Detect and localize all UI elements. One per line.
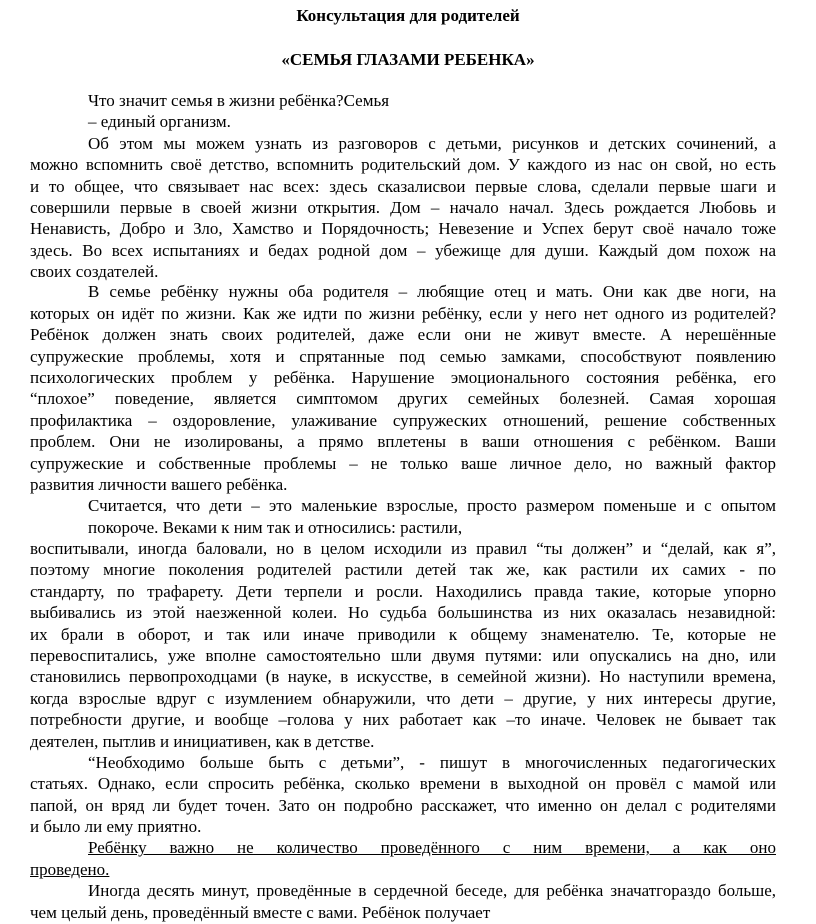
text-line: когда взрослые вдруг с изумлением обнаружили, что дети – другие, у них интересы другие, bbox=[30, 688, 776, 708]
text-line: статьях. Однако, если спросить ребёнка, сколько времени в выходной он провёл с мамой или bbox=[30, 774, 776, 794]
text-line: супружеские проблемы, хотя и спрятанные под семью замками, способствуют появлению bbox=[30, 346, 776, 366]
text-line: “плохое” поведение, является симптомом других семейных болезней. Самая хорошая bbox=[30, 389, 776, 409]
text-line: Ненависть, Добро и Зло, Хамство и Порядочность; Невезение и Успех берут своё начало тоже bbox=[30, 219, 776, 239]
text-line: психологических проблем у ребёнка. Нарушение эмоционального состояния ребёнка, его bbox=[30, 368, 776, 388]
text-line: стандарту, по трафарету. Дети терпели и росли. Находились правда такие, которые упорно bbox=[30, 581, 776, 601]
text-line: проведено. bbox=[30, 859, 110, 879]
text-line: можно вспомнить своё детство, вспомнить родительский дом. У каждого из нас он свой, но есть bbox=[30, 155, 776, 175]
text-line: – единый организм. bbox=[88, 112, 231, 132]
text-line: потребности другие, и вообще –голова у них работает как –то иначе. Человек не бывает так bbox=[30, 710, 776, 730]
text-line: которых он идёт по жизни. Как же идти по жизни ребёнку, если у него нет одного из родителей? bbox=[30, 303, 776, 323]
text-line: становились первопроходцами (в науке, в искусстве, в семейной жизни). Но наступили времена, bbox=[30, 667, 776, 687]
text-line: профилактика – оздоровление, улаживание супружеских отношений, решение собственных bbox=[30, 410, 776, 430]
document-title: Консультация для родителей bbox=[296, 6, 520, 25]
text-line: Считается, что дети – это маленькие взрослые, просто размером поменьше и с опытом bbox=[88, 496, 776, 516]
text-line: выбивались из этой наезженной колеи. Но судьба большинства из них оказалась незавидной: bbox=[30, 603, 776, 623]
text-line: чем целый день, проведённый вместе с вами. Ребёнок получает bbox=[30, 902, 491, 922]
text-line: воспитывали, иногда баловали, но в целом исходили из правил “ты должен” и “делай, как я”, bbox=[30, 539, 776, 559]
text-line: поэтому многие поколения родителей растили детей так же, как растили их самих - по bbox=[30, 560, 776, 580]
text-line: совершили первые в своей жизни открытия. Дом – начало начал. Здесь рождается Любовь и bbox=[30, 197, 776, 217]
text-line: их брали в оборот, и так или иначе приводили к общему знаменателю. Те, которые не bbox=[30, 624, 776, 644]
text-line: папой, он вряд ли будет точен. Зато он подробно расскажет, что именно он делал с родителями bbox=[30, 795, 776, 815]
text-line: Иногда десять минут, проведённые в сердечной беседе, для ребёнка значатгораздо больше, bbox=[88, 881, 776, 901]
text-line: здесь. Во всех испытаниях и бедах родной дом – убежище для души. Каждый дом похож на bbox=[30, 240, 776, 260]
text-line: Что значит семья в жизни ребёнка?Семья bbox=[88, 91, 390, 110]
text-line: Ребёнку важно не количество проведённого с ним времени, а как оно bbox=[88, 838, 776, 858]
text-line: и то общее, что связывает нас всех: здесь сказалисвои первые слова, сделали первые шаги и bbox=[30, 176, 776, 196]
text-line: В семье ребёнку нужны оба родителя – любящие отец и мать. Они как две ноги, на bbox=[88, 282, 776, 302]
text-line: развития личности вашего ребёнка. bbox=[30, 474, 288, 494]
text-line: и было ли ему приятно. bbox=[30, 817, 202, 837]
text-line: покороче. Веками к ним так и относились: растили, bbox=[88, 517, 463, 537]
text-line: супружеские и собственные проблемы – не только ваше личное дело, но важный фактор bbox=[30, 453, 776, 473]
text-line: проблем. Они не изолированы, а прямо вплетены в ваши отношения с ребёнком. Ваши bbox=[30, 432, 776, 452]
document-subtitle: «СЕМЬЯ ГЛАЗАМИ РЕБЕНКА» bbox=[281, 50, 535, 69]
text-line: Ребёнок должен знать своих родителей, даже если они не живут вместе. А нерешённые bbox=[30, 325, 776, 345]
text-line: “Необходимо больше быть с детьми”, - пишут в многочисленных педагогических bbox=[88, 752, 776, 772]
text-line: Об этом мы можем узнать из разговоров с детьми, рисунков и детских сочинений, а bbox=[88, 133, 776, 153]
text-line: своих создателей. bbox=[30, 262, 159, 282]
text-line: перевоспитались, уже вполне самостоятельно шли двумя путями: или опускались на дно, или bbox=[30, 646, 776, 665]
text-line: деятелен, пытлив и инициативен, как в детстве. bbox=[30, 731, 375, 751]
